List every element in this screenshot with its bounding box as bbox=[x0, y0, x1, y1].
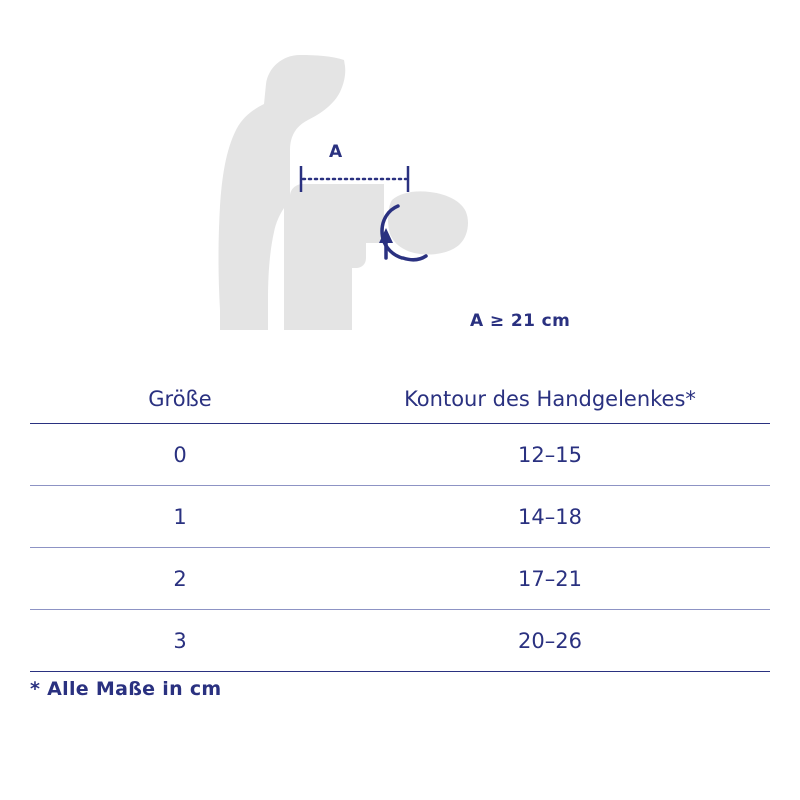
table-row bbox=[30, 610, 770, 671]
arm-measurement-illustration bbox=[0, 0, 800, 360]
minimum-requirement-note: A ≥ 21 cm bbox=[470, 311, 571, 331]
footnote-units: * Alle Maße in cm bbox=[30, 678, 222, 700]
cell-size: 0 bbox=[173, 442, 187, 467]
footer-rule bbox=[30, 671, 770, 672]
column-header-contour: Kontour des Handgelenkes* bbox=[404, 387, 696, 411]
cell-size: 1 bbox=[173, 504, 187, 529]
body-silhouette-shape bbox=[219, 55, 469, 330]
size-table bbox=[30, 375, 770, 672]
cell-size: 3 bbox=[173, 628, 187, 653]
cell-size: 2 bbox=[173, 566, 187, 591]
measure-label-a: A bbox=[329, 142, 343, 162]
table-row bbox=[30, 548, 770, 609]
table-row bbox=[30, 424, 770, 485]
column-header-size: Größe bbox=[148, 387, 212, 411]
cell-contour: 20–26 bbox=[518, 628, 582, 653]
cell-contour: 12–15 bbox=[518, 442, 582, 467]
cell-contour: 14–18 bbox=[518, 504, 582, 529]
cell-contour: 17–21 bbox=[518, 566, 582, 591]
table-row bbox=[30, 486, 770, 547]
footer-divider-row bbox=[30, 671, 770, 672]
size-table-container bbox=[30, 375, 770, 672]
table-header-row bbox=[30, 375, 770, 423]
